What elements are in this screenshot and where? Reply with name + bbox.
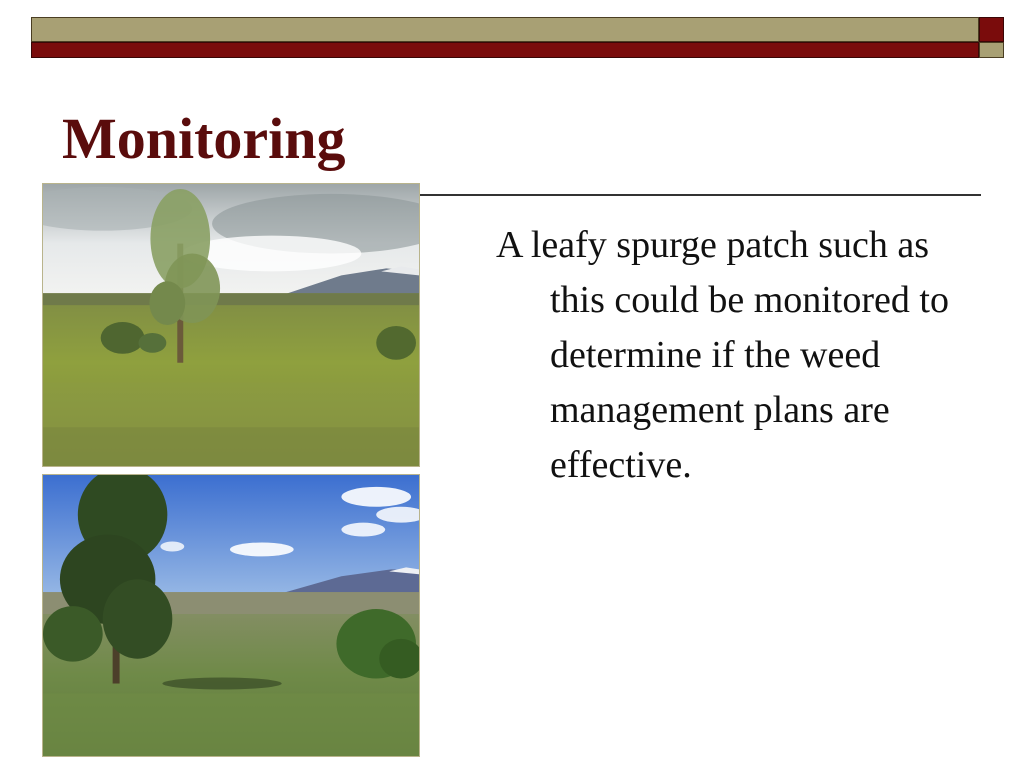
header-bar-maroon xyxy=(31,42,979,58)
landscape-photo-overcast xyxy=(42,183,420,467)
header-corner-square-maroon xyxy=(979,17,1004,42)
slide-title: Monitoring xyxy=(62,106,346,171)
header-bar-olive xyxy=(31,17,979,42)
landscape-photo-blue-sky xyxy=(42,474,420,757)
slide-body xyxy=(496,218,976,493)
body-paragraph: A leafy spurge patch such as this could be monitored to determine if the weed management plans are effective. xyxy=(496,224,949,486)
title-underline xyxy=(418,194,981,196)
header-corner-square-olive xyxy=(979,42,1004,58)
